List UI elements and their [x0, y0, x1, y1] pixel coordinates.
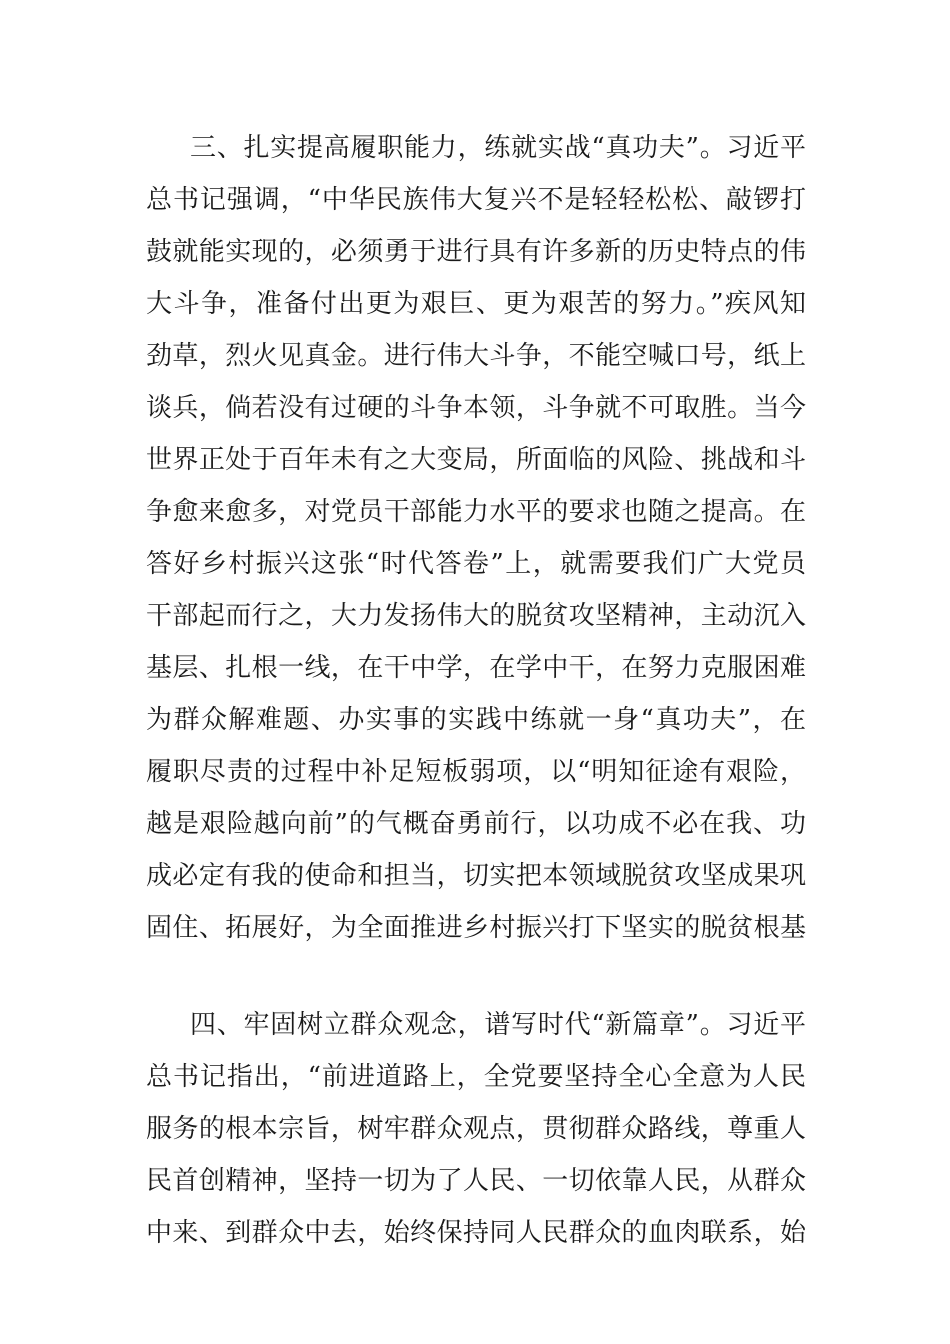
text-line: 基层、扎根一线，在干中学，在学中干，在努力克服困难 — [146, 653, 806, 683]
text-line: 民首创精神，坚持一切为了人民、一切依靠人民，从群众 — [146, 1166, 806, 1196]
text-line: 大斗争，准备付出更为艰巨、更为艰苦的努力。”疾风知 — [146, 289, 806, 319]
text-line: 总书记强调，“中华民族伟大复兴不是轻轻松松、敲锣打 — [146, 185, 806, 215]
text-line: 越是艰险越向前”的气概奋勇前行，以功成不必在我、功 — [146, 809, 806, 839]
text-line: 成必定有我的使命和担当，切实把本领域脱贫攻坚成果巩 — [146, 861, 806, 891]
text-line: 固住、拓展好，为全面推进乡村振兴打下坚实的脱贫根基 — [146, 913, 806, 943]
text-line: 四、牢固树立群众观念，谱写时代“新篇章”。习近平 — [190, 1010, 806, 1040]
text-line: 履职尽责的过程中补足短板弱项，以“明知征途有艰险， — [146, 757, 806, 787]
text-line: 鼓就能实现的，必须勇于进行具有许多新的历史特点的伟 — [146, 237, 806, 267]
text-line: 世界正处于百年未有之大变局，所面临的风险、挑战和斗 — [146, 445, 806, 475]
text-line: 三、扎实提高履职能力，练就实战“真功夫”。习近平 — [190, 133, 806, 163]
text-line: 服务的根本宗旨，树牢群众观点，贯彻群众路线，尊重人 — [146, 1114, 806, 1144]
text-line: 劲草，烈火见真金。进行伟大斗争，不能空喊口号，纸上 — [146, 341, 806, 371]
text-line: 中来、到群众中去，始终保持同人民群众的血肉联系，始 — [146, 1218, 806, 1248]
text-line: 谈兵，倘若没有过硬的斗争本领，斗争就不可取胜。当今 — [146, 393, 806, 423]
text-line: 争愈来愈多，对党员干部能力水平的要求也随之提高。在 — [146, 497, 806, 527]
text-line: 干部起而行之，大力发扬伟大的脱贫攻坚精神，主动沉入 — [146, 601, 806, 631]
text-line: 为群众解难题、办实事的实践中练就一身“真功夫”，在 — [146, 705, 806, 735]
text-line: 总书记指出，“前进道路上，全党要坚持全心全意为人民 — [146, 1062, 806, 1092]
text-line: 答好乡村振兴这张“时代答卷”上，就需要我们广大党员 — [146, 549, 806, 579]
